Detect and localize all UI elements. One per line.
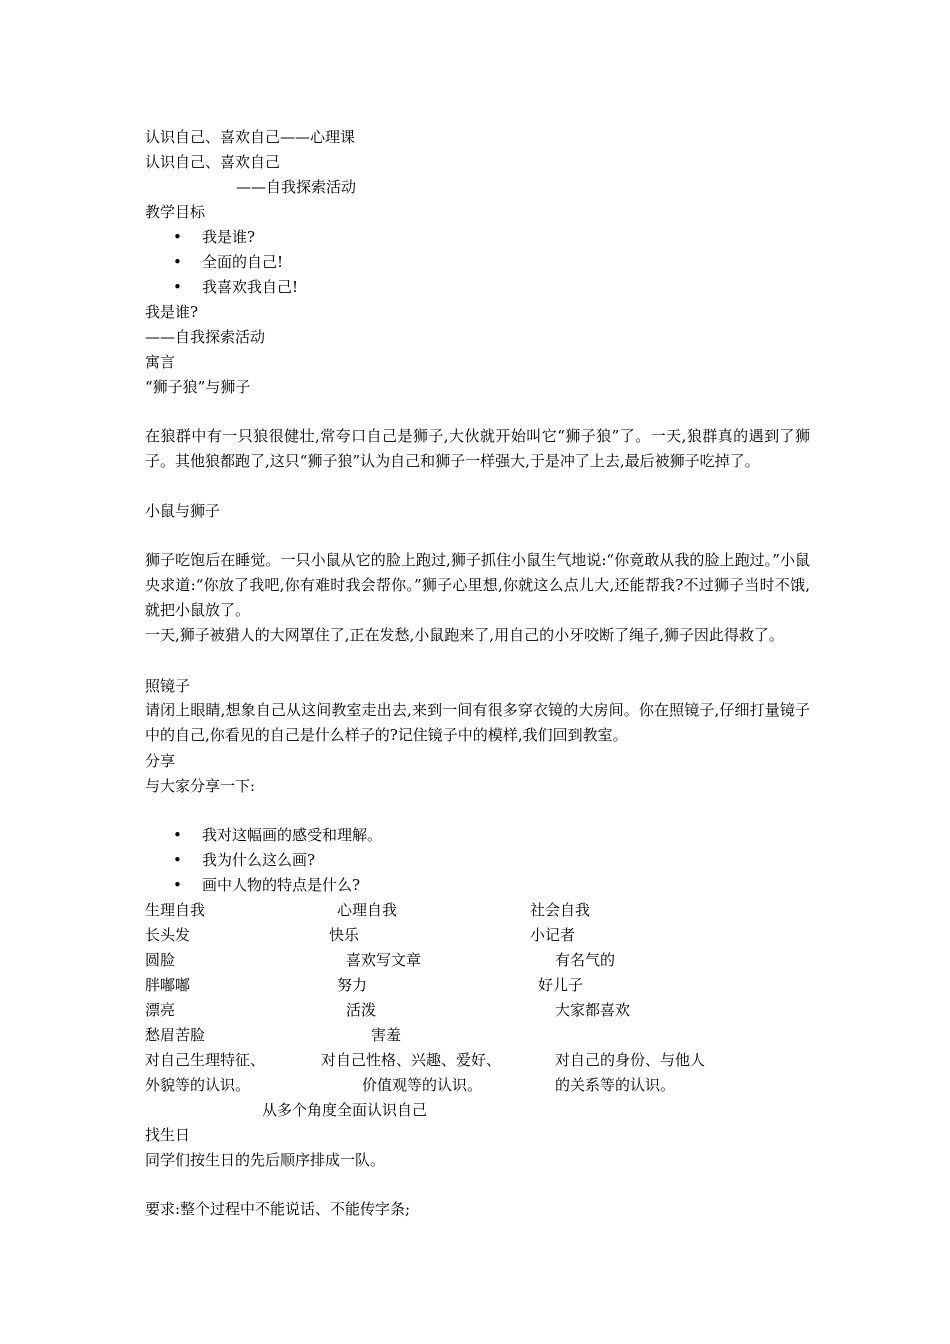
bullet-icon: • <box>173 228 182 246</box>
social-trait: 大家都喜欢 <box>555 1001 631 1019</box>
objective-item: • 全面的自己! <box>173 253 284 271</box>
birthday-instruction: 同学们按生日的先后顺序排成一队。 <box>145 1151 386 1169</box>
physical-trait: 漂亮 <box>145 1001 176 1019</box>
share-heading: 分享 <box>145 752 176 770</box>
story-paragraph: 一天,狮子被猎人的大网罩住了,正在发愁,小鼠跑来了,用自己的小牙咬断了绳子,狮子因此得救了。 <box>145 626 784 644</box>
column-header-physical: 生理自我 <box>145 901 206 919</box>
physical-trait: 圆脸 <box>145 951 176 969</box>
main-title: 认识自己、喜欢自己 <box>145 153 281 171</box>
objectives-heading: 教学目标 <box>145 203 206 221</box>
document-title: 认识自己、喜欢自己——心理课 <box>145 128 356 146</box>
story-title: 小鼠与狮子 <box>145 502 221 520</box>
story-title: “狮子狼”与狮子 <box>145 378 251 396</box>
social-trait: 有名气的 <box>555 951 616 969</box>
social-description: 的关系等的认识。 <box>555 1076 676 1094</box>
subtitle: ——自我探索活动 <box>236 178 357 196</box>
psychological-trait: 快乐 <box>329 926 360 944</box>
column-header-psychological: 心理自我 <box>337 901 398 919</box>
section-subheading: ——自我探索活动 <box>145 328 266 346</box>
psychological-trait: 活泼 <box>346 1001 377 1019</box>
section-heading: 我是谁? <box>145 303 199 321</box>
social-description: 对自己的身份、与他人 <box>555 1051 706 1069</box>
column-header-social: 社会自我 <box>530 901 591 919</box>
mirror-heading: 照镜子 <box>145 677 191 695</box>
story-paragraph: 狮子吃饱后在睡觉。一只小鼠从它的脸上跑过,狮子抓住小鼠生气地说:“你竟敢从我的脸上跑过。”小鼠央求道:“你放了我吧,你有难时我会帮你。”狮子心里想,你就这么点儿大,还能帮我?不过狮子当时不饿,就把小鼠放了。 <box>145 551 810 619</box>
psychological-description: 价值观等的认识。 <box>362 1076 483 1094</box>
psychological-trait: 喜欢写文章 <box>346 951 422 969</box>
physical-trait: 胖嘟嘟 <box>145 976 191 994</box>
birthday-heading: 找生日 <box>145 1126 191 1144</box>
bullet-icon: • <box>173 278 182 296</box>
bullet-icon: • <box>173 851 182 869</box>
share-item: • 我为什么这么画? <box>173 851 316 869</box>
psychological-trait: 努力 <box>337 976 368 994</box>
social-trait: 小记者 <box>530 926 576 944</box>
physical-description: 外貌等的认识。 <box>145 1076 251 1094</box>
objective-item: • 我喜欢我自己! <box>173 278 299 296</box>
mirror-paragraph: 请闭上眼睛,想象自己从这间教室走出去,来到一间有很多穿衣镜的大房间。你在照镜子,仔细打量镜子中的自己,你看见的自己是什么样子的?记住镜子中的模样,我们回到教室。 <box>145 701 810 744</box>
physical-description: 对自己生理特征、 <box>145 1051 266 1069</box>
share-item: • 画中人物的特点是什么? <box>173 876 361 894</box>
story-paragraph: 在狼群中有一只狼很健壮,常夸口自己是狮子,大伙就开始叫它“狮子狼”了。一天,狼群真的遇到了狮子。其他狼都跑了,这只“狮子狼”认为自己和狮子一样强大,于是冲了上去,最后被狮子吃掉了。 <box>145 427 810 470</box>
psychological-description: 对自己性格、兴趣、爱好、 <box>321 1051 502 1069</box>
share-intro: 与大家分享一下: <box>145 777 256 795</box>
objective-item: • 我是谁? <box>173 228 256 246</box>
bullet-icon: • <box>173 826 182 844</box>
bullet-icon: • <box>173 253 182 271</box>
table-conclusion: 从多个角度全面认识自己 <box>262 1101 428 1119</box>
physical-trait: 愁眉苦脸 <box>145 1026 206 1044</box>
social-trait: 好儿子 <box>538 976 584 994</box>
bullet-icon: • <box>173 876 182 894</box>
physical-trait: 长头发 <box>145 926 191 944</box>
birthday-requirement: 要求:整个过程中不能说话、不能传字条; <box>145 1200 411 1218</box>
fable-heading: 寓言 <box>145 353 176 371</box>
share-item: • 我对这幅画的感受和理解。 <box>173 826 383 844</box>
psychological-trait: 害羞 <box>371 1026 402 1044</box>
